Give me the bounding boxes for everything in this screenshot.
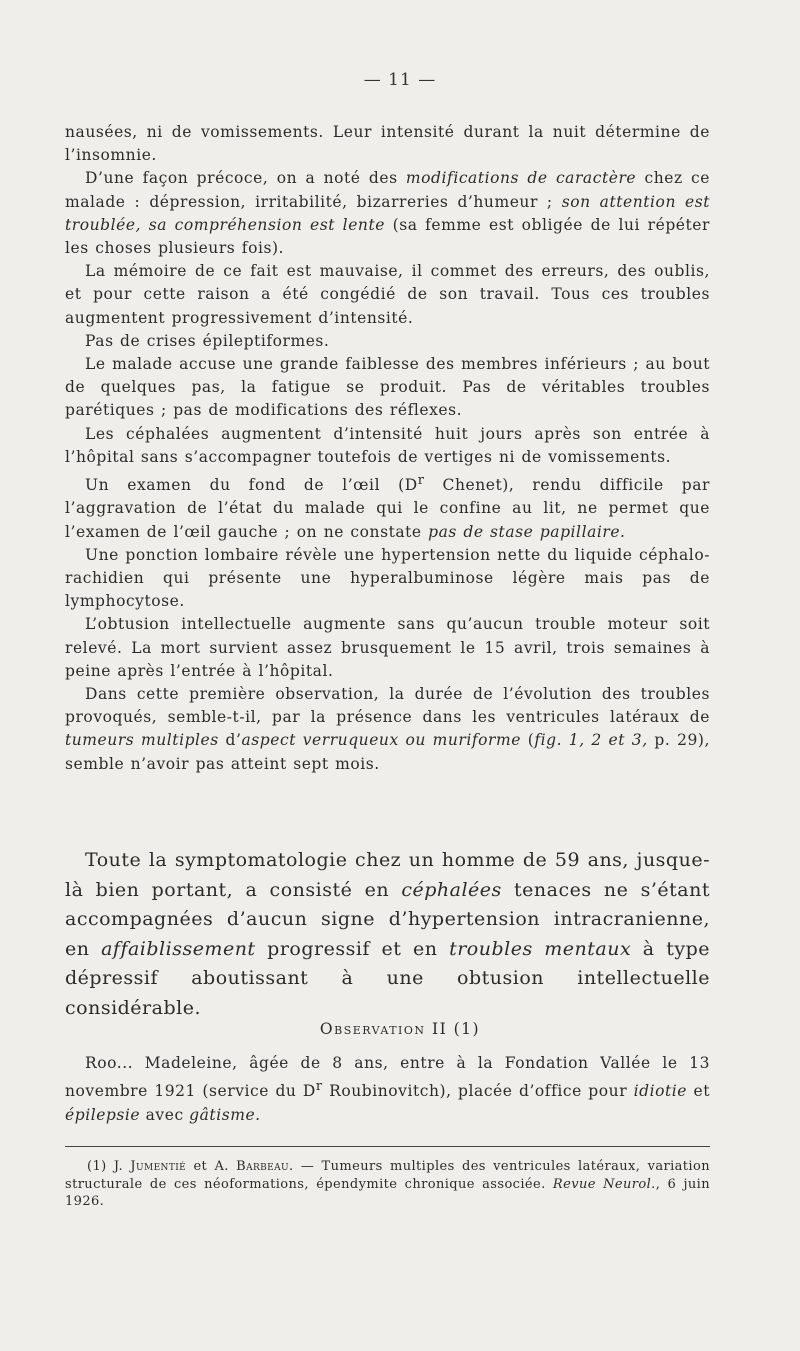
superscript: r bbox=[417, 473, 425, 489]
paragraph: Le malade accuse une grande faiblesse des membres inférieurs ; au bout de quelques pas, la fatigue se produit. Pas de véritables troubles parétiques ; pas de modifications des réflexes. bbox=[65, 355, 710, 420]
italic-text: son attention est troublée, sa compréhension est lente bbox=[65, 192, 710, 234]
body-text bbox=[65, 121, 710, 776]
paragraph: Dans cette première observation, la durée de l’évolution des troubles provoqués, semble-t-il, par la présence dans les ventricules latéraux de tumeurs multiples d’aspect verruqueux ou muriforme (fig. 1, 2 et 3, p. 29), semble n’avoir pas atteint sept mois. bbox=[65, 685, 710, 773]
paragraph: D’une façon précoce, on a noté des modifications de caractère chez ce malade : dépression, irritabilité, bizarreries d’humeur ; son attention est troublée, sa compréhension est lente (sa femme est obligée de lui répéter les choses plusieurs fois). bbox=[65, 169, 710, 258]
paragraph: Une ponction lombaire révèle une hypertension nette du liquide céphalo-rachidien qui présente une hyperalbuminose légère mais pas de lymphocytose. bbox=[65, 545, 710, 611]
italic-text: tumeurs multiples bbox=[65, 731, 219, 750]
page-number: — 11 — bbox=[363, 70, 437, 90]
footnote: (1) J. Jumentié et A. Barbeau. — Tumeurs multiples des ventricules latéraux, variation structurale de ces néoformations, épendymite chronique associée. Revue Neurol., 6 juin 1926. bbox=[65, 1159, 711, 1209]
italic-text: fig. 1, 2 et 3, bbox=[534, 731, 648, 750]
footnote-divider bbox=[65, 1146, 710, 1147]
author-name: Jumentié bbox=[130, 1159, 187, 1174]
observation-text: Roo... Madeleine, âgée de 8 ans, entre à la Fondation Vallée le 13 novembre 1921 (service du $D^r$ Roubinovitch), placée d’office pour idiotie et épilepsie avec gâtisme. bbox=[65, 1054, 711, 1124]
italic-text: Revue Neurol. bbox=[552, 1176, 656, 1192]
paragraph: L’obtusion intellectuelle augmente sans qu’aucun trouble moteur soit relevé. La mort survient assez brusquement le 15 avril, trois semaines à peine après l’entrée à l’hôpital. bbox=[65, 615, 710, 680]
observation-title: Observation II (1) bbox=[319, 1020, 481, 1038]
italic-text: troubles mentaux bbox=[449, 937, 632, 960]
paragraph: Pas de crises épileptiformes. bbox=[85, 331, 330, 350]
paragraph: nausées, ni de vomissements. Leur intensité durant la nuit détermine de l’insomnie. bbox=[65, 123, 710, 165]
author-name: Barbeau bbox=[236, 1159, 290, 1174]
italic-text: céphalées bbox=[401, 878, 502, 901]
paragraph: Les céphalées augmentent d’intensité huit jours après son entrée à l’hôpital sans s’accompagner toutefois de vertiges ni de vomissements. bbox=[65, 424, 710, 466]
italic-text: modifications de caractère bbox=[405, 169, 637, 188]
italic-text: aspect verruqueux ou muriforme bbox=[241, 731, 521, 750]
summary-paragraph: Toute la symptomatologie chez un homme de 59 ans, jusque-là bien portant, a consisté en céphalées tenaces ne s’étant accompagnées d’aucun signe d’hypertension intracranienne, en affaiblissement progressif et en troubles mentaux à type dépressif aboutissant à une obtusion intellectuelle considérable. bbox=[65, 849, 710, 1019]
italic-text: affaiblissement bbox=[101, 937, 256, 960]
italic-text: pas de stase papillaire. bbox=[428, 522, 626, 541]
superscript: r bbox=[315, 1079, 323, 1095]
italic-text: idiotie bbox=[633, 1082, 688, 1101]
italic-text: épilepsie bbox=[65, 1105, 141, 1124]
paragraph: La mémoire de ce fait est mauvaise, il commet des erreurs, des oublis, et pour cette raison a été congédié de son travail. Tous ces troubles augmentent progressivement d’intensité. bbox=[65, 262, 710, 327]
italic-text: gâtisme. bbox=[189, 1105, 261, 1124]
paragraph: Un examen du fond de l’œil ($D^r$ Chenet), rendu difficile par l’aggravation de l’état du malade qui le confine au lit, ne permet que l’examen de l’œil gauche ; on ne constate pas de stase papillaire. bbox=[65, 473, 711, 541]
